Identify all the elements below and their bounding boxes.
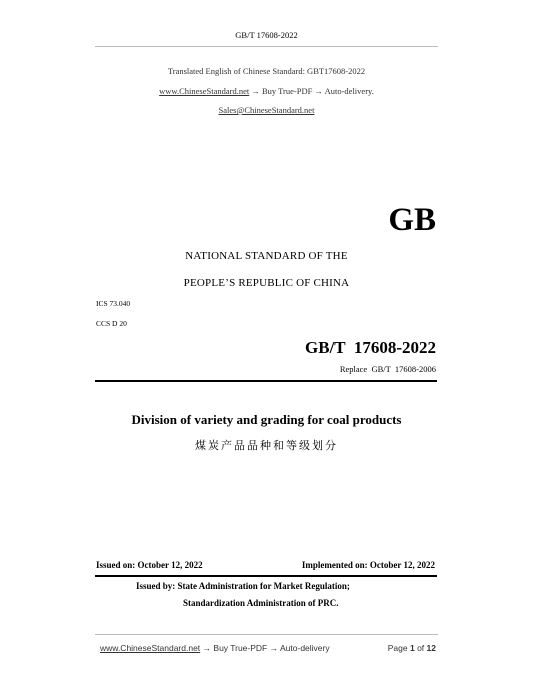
footer-rule <box>95 634 438 635</box>
issued-by-line-1: Issued by: State Administration for Market Regulation; <box>136 581 350 591</box>
footer-site-link[interactable]: www.ChineseStandard.net <box>100 643 201 653</box>
running-title: GB/T 17608-2022 <box>235 30 298 40</box>
translated-line: Translated English of Chinese Standard: GBT17608-2022 <box>167 66 366 76</box>
sales-line <box>0 105 533 115</box>
sales-email-link[interactable]: Sales@ChineseStandard.net <box>218 105 315 115</box>
footer-buy-text: → Buy True-PDF → Auto-delivery <box>200 643 330 653</box>
replace-note: Replace GB/T 17608-2006 <box>339 364 436 374</box>
page-indicator <box>388 643 436 653</box>
running-header <box>0 30 533 40</box>
number-rule <box>95 380 437 382</box>
standard-number: GB/T 17608-2022 <box>305 338 436 357</box>
header-rule <box>95 46 438 47</box>
footer-buy-line <box>100 643 330 653</box>
page-total: 12 <box>426 643 436 653</box>
issued-by-line-2: Standardization Administration of PRC. <box>183 598 339 608</box>
page-of: of <box>417 643 425 653</box>
title-english: Division of variety and grading for coal products <box>131 412 402 427</box>
buy-line <box>0 86 533 96</box>
issued-on: Issued on: October 12, 2022 <box>96 560 203 570</box>
buy-text: → Buy True-PDF → Auto-delivery. <box>249 86 374 96</box>
gb-mark: GB <box>388 202 436 238</box>
national-line-1: NATIONAL STANDARD OF THE <box>185 250 348 262</box>
page-current: 1 <box>409 643 415 653</box>
national-line-2: PEOPLE’S REPUBLIC OF CHINA <box>183 277 350 289</box>
page-word: Page <box>387 643 408 653</box>
ics-code: ICS 73.040 <box>96 299 131 308</box>
implemented-on: Implemented on: October 12, 2022 <box>301 560 435 570</box>
ccs-code: CCS D 20 <box>96 319 127 328</box>
issue-rule <box>95 575 437 577</box>
title-chinese: 煤炭产品品种和等级划分 <box>195 439 338 452</box>
site-link[interactable]: www.ChineseStandard.net <box>159 86 250 96</box>
